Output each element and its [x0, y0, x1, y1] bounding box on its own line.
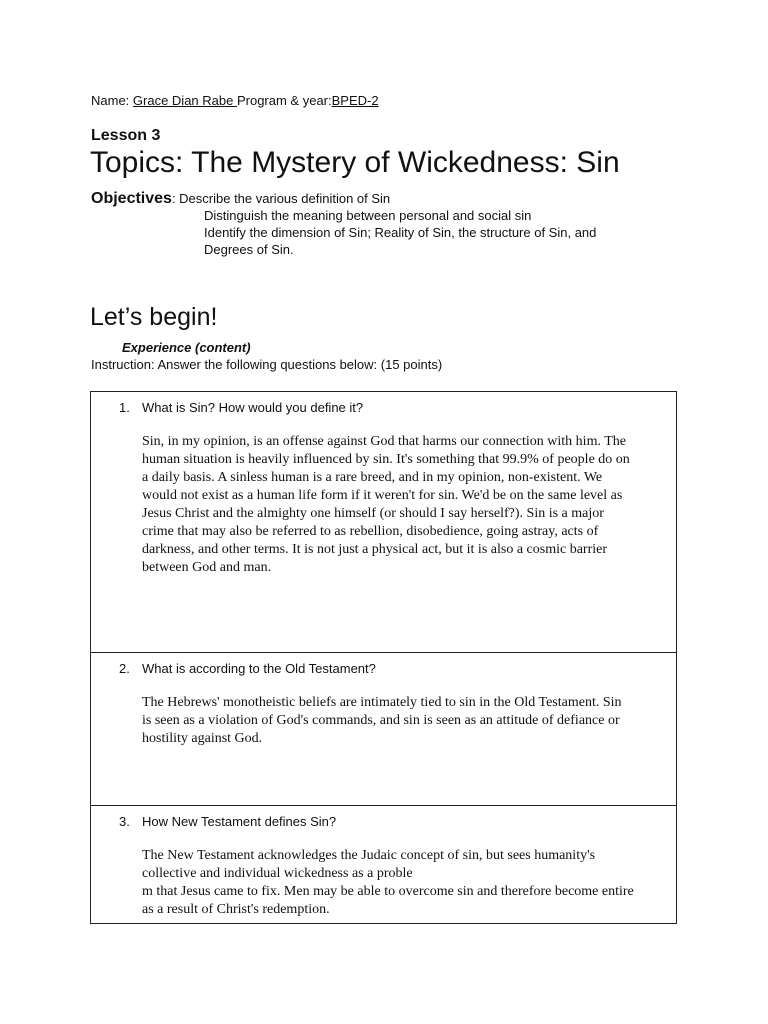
answer-line: as a result of Christ's redemption.	[142, 902, 330, 917]
experience-label: Experience (content)	[122, 340, 251, 355]
question-cell-2	[91, 652, 676, 805]
question-number: 3.	[119, 814, 130, 829]
answer-line: The Hebrews' monotheistic beliefs are intimately tied to sin in the Old Testament. Sin	[142, 695, 622, 710]
program-label: Program & year:	[236, 93, 332, 108]
lesson-number: Lesson 3	[91, 127, 161, 144]
answer-line: is seen as a violation of God's commands, and sin is seen as an attitude of defiance or	[142, 713, 620, 728]
name-label: Name:	[91, 93, 133, 108]
answer-line: m that Jesus came to fix. Men may be able to overcome sin and therefore become entire	[142, 884, 634, 899]
objective-item: Degrees of Sin.	[204, 242, 294, 257]
answer-line: human situation is heavily influenced by sin. It's something that 99.9% of people do on	[142, 452, 630, 467]
answer-text	[142, 433, 674, 577]
instruction-text: Instruction: Answer the following questions below: (15 points)	[91, 357, 443, 372]
answer-line: collective and individual wickedness as a proble	[142, 866, 413, 881]
answer-line: Jesus Christ and the almighty one himself (or should I say herself?). Sin is a major	[142, 506, 604, 521]
question-text: How New Testament defines Sin?	[142, 814, 337, 829]
objective-item: Distinguish the meaning between personal and social sin	[204, 208, 532, 223]
questions-table	[90, 391, 677, 924]
answer-line: a daily basis. A sinless human is a rare breed, and in my opinion, non-existent. We	[142, 470, 603, 485]
answer-line: darkness, and other terms. It is not just a physical act, but it is also a cosmic barrier	[142, 542, 607, 557]
name-program-line	[91, 93, 379, 108]
question-cell-1	[91, 392, 676, 652]
program-value: BPED-2	[331, 93, 379, 108]
question-cell-3	[91, 805, 676, 923]
answer-line: crime that may also be referred to as rebellion, disobedience, going astray, acts of	[142, 524, 599, 539]
objective-first: : Describe the various definition of Sin	[171, 191, 391, 206]
page-title: Topics: The Mystery of Wickedness: Sin	[90, 146, 620, 179]
objective-item: Identify the dimension of Sin; Reality of Sin, the structure of Sin, and	[204, 225, 597, 240]
objectives-label: Objectives	[91, 190, 172, 207]
answer-text	[142, 694, 674, 748]
question-text: What is according to the Old Testament?	[142, 661, 376, 676]
question-number: 2.	[119, 661, 130, 676]
question-text: What is Sin? How would you define it?	[142, 400, 364, 415]
answer-line: would not exist as a human life form if it weren't for sin. We'd be on the same level as	[142, 488, 623, 503]
question-number: 1.	[119, 400, 130, 415]
section-heading: Let’s begin!	[90, 303, 218, 331]
answer-text	[142, 847, 674, 919]
answer-line: hostility against God.	[142, 731, 263, 746]
answer-line: between God and man.	[142, 560, 272, 575]
objectives-list	[204, 207, 634, 258]
answer-line: Sin, in my opinion, is an offense against God that harms our connection with him. The	[142, 434, 626, 449]
objectives-block	[91, 190, 597, 257]
answer-line: The New Testament acknowledges the Judaic concept of sin, but sees humanity's	[142, 848, 596, 863]
name-value: Grace Dian Rabe	[132, 93, 237, 108]
